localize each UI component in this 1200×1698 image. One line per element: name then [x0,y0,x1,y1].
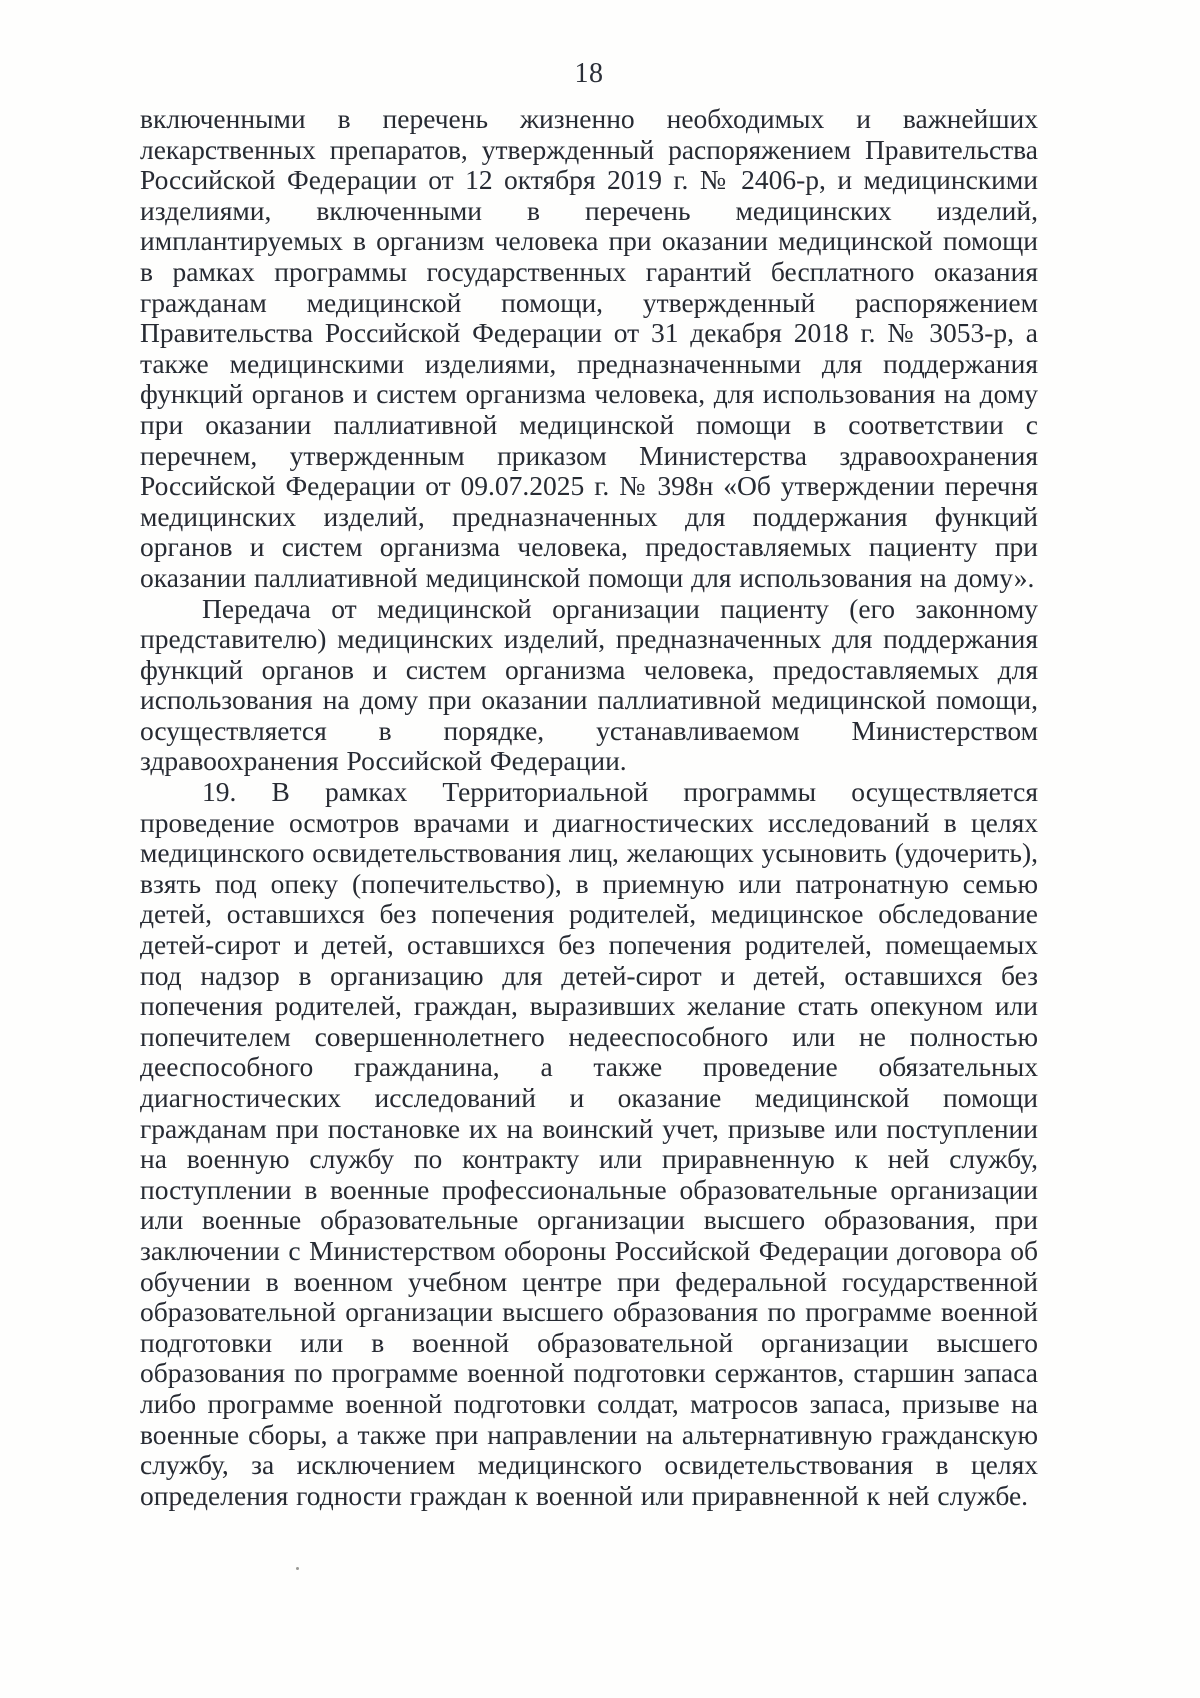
page-number: 18 [574,58,604,89]
scan-artifact [296,1567,299,1570]
paragraph-transfer-rule: Передача от медицинской организации пациенту (его законному представителю) медицинских изделий, предназначенных для поддержания функций органов и систем организма человека, предоставляемых для использования на дому при оказании паллиативной медицинской помощи, осуществляется в порядке, устанавливаемом Министерством здравоохранения Российской Федерации. [140,592,1038,777]
document-body [140,104,1038,1511]
paragraph-clause-19: 19. В рамках Территориальной программы осуществляется проведение осмотров врачами и диагностических исследований в целях медицинского освидетельствования лиц, желающих усыновить (удочерить), взять под опеку (попечительство), в приемную или патронатную семью детей, оставшихся без попечения родителей, медицинское обследование детей-сирот и детей, оставшихся без попечения родителей, помещаемых под надзор в организацию для детей-сирот и детей, оставшихся без попечения родителей, граждан, выразивших желание стать опекуном или попечителем совершеннолетнего недееспособного или не полностью дееспособного гражданина, а также проведение обязательных диагностических исследований и оказание медицинской помощи гражданам при постановке их на воинский учет, призыве или поступлении на военную службу по контракту или приравненную к ней службу, поступлении в военные профессиональные образовательные организации или военные образовательные организации высшего образования, при заключении с Министерством обороны Российской Федерации договора об обучении в военном учебном центре при федеральной государственной образовательной организации высшего образования по программе военной подготовки или в военной образовательной организации высшего образования по программе военной подготовки сержантов, старшин запаса либо программе военной подготовки солдат, матросов запаса, призыве на военные сборы, а также при направлении на альтернативную гражданскую службу, за исключением медицинского освидетельствования в целях определения годности граждан к военной или приравненной к ней службе. [140,776,1038,1511]
paragraph-continuation: включенными в перечень жизненно необходимых и важнейших лекарственных препаратов, утвержденный распоряжением Правительства Российской Федерации от 12 октября 2019 г. № 2406-р, и медицинскими изделиями, включенными в перечень медицинских изделий, имплантируемых в организм человека при оказании медицинской помощи в рамках программы государственных гарантий бесплатного оказания гражданам медицинской помощи, утвержденный распоряжением Правительства Российской Федерации от 31 декабря 2018 г. № 3053-р, а также медицинскими изделиями, предназначенными для поддержания функций органов и систем организма человека, для использования на дому при оказании паллиативной медицинской помощи в соответствии с перечнем, утвержденным приказом Министерства здравоохранения Российской Федерации от 09.07.2025 г. № 398н «Об утверждении перечня медицинских изделий, предназначенных для поддержания функций органов и систем организма человека, предоставляемых пациенту при оказании паллиативной медицинской помощи для использования на дому». [140,103,1038,593]
